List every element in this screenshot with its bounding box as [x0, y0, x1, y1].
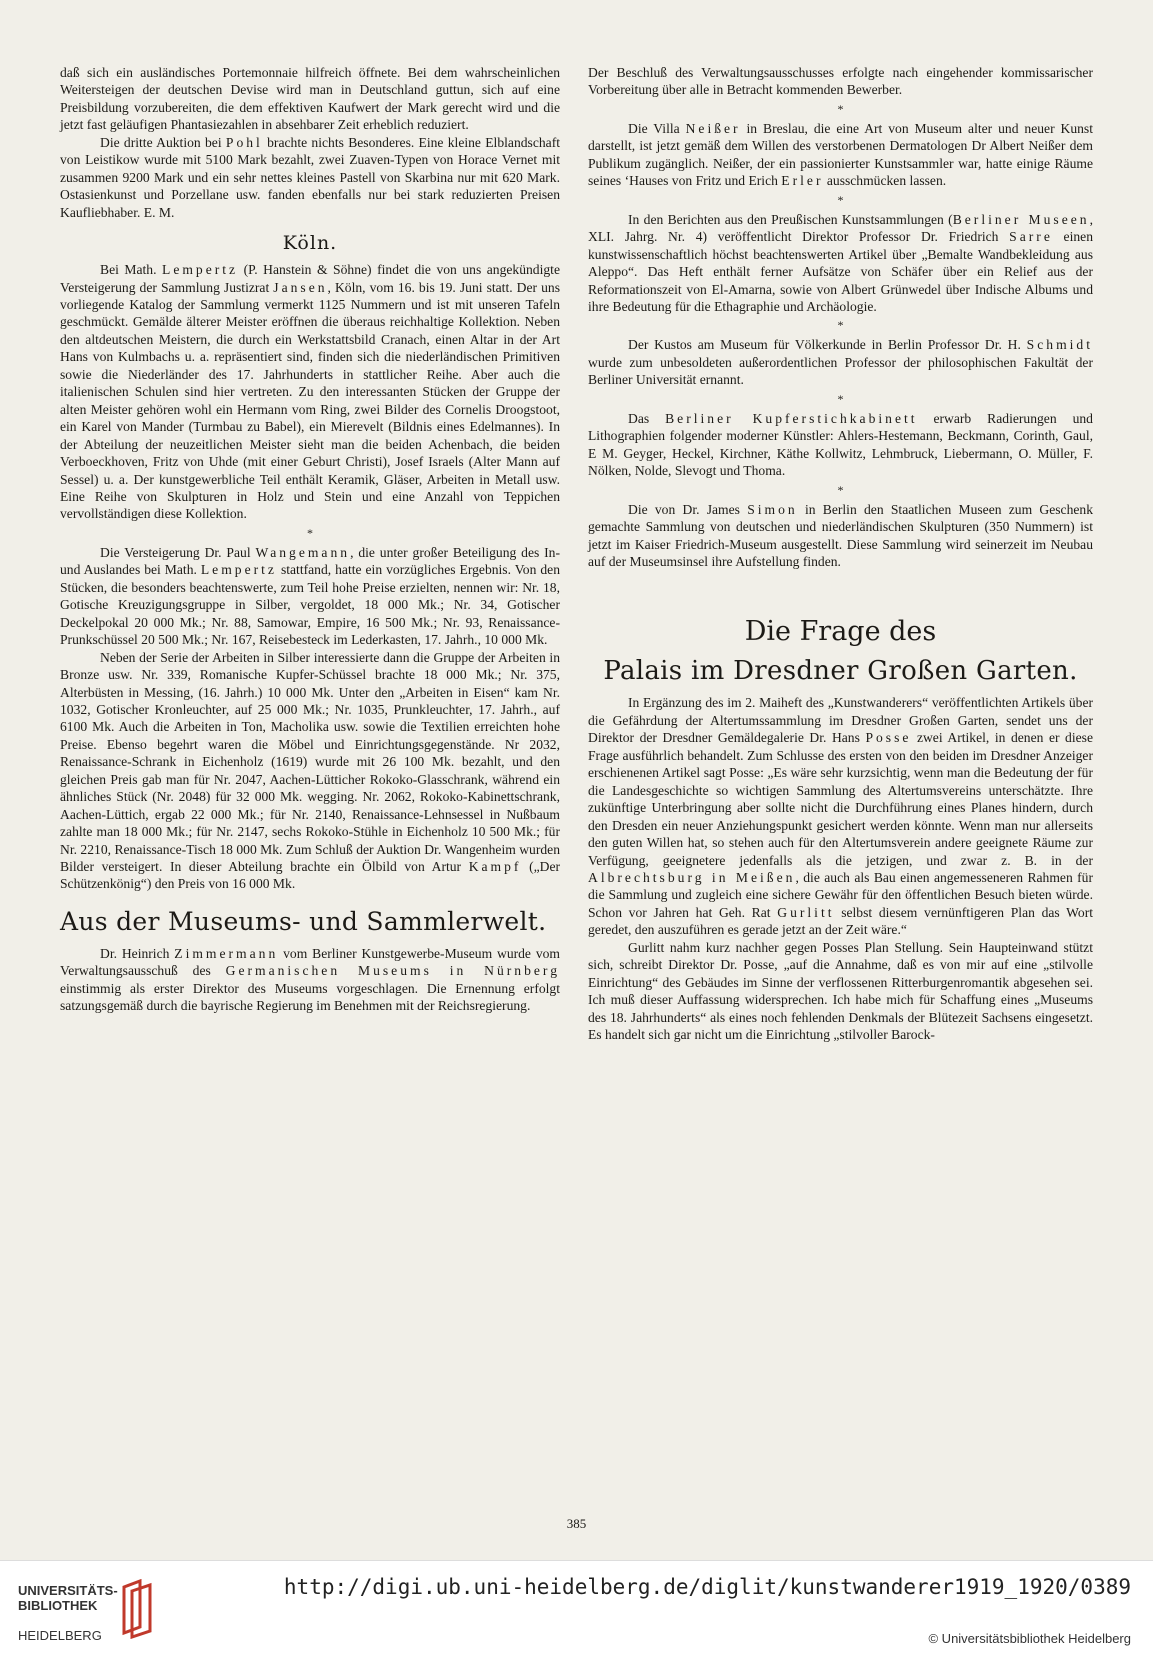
separator-star: * — [837, 318, 844, 333]
separator-star: * — [837, 482, 844, 497]
article-heading-line1: Die Frage des — [744, 616, 937, 648]
footer-bar — [0, 1560, 1153, 1657]
paragraph: Die von Dr. James Simon in Berlin den Staatlichen Museen zum Geschenk gemachte Sammlung von deutschen und niederländischen Skulpturen (350 Nummern) ist jetzt im Kaiser Friedrich-Museum ausgestellt. Diese Sammlung wird seinerzeit im Neubau auf der Museumsinsel ihre Aufstellung finden. — [588, 501, 1094, 569]
paragraph: Der Beschluß des Verwaltungsausschusses erfolgte nach eingehender kommissarischer Vorbereitung über alle in Betracht kommenden Bewerber. — [588, 65, 1093, 98]
logo-text: UNIVERSITÄTS- BIBLIOTHEK — [18, 1583, 118, 1613]
separator-star: * — [837, 192, 844, 207]
page-number: 385 — [566, 1516, 587, 1531]
copyright-notice: © Universitätsbibliothek Heidelberg — [928, 1631, 1131, 1646]
paragraph: In den Berichten aus den Preußischen Kunstsammlungen (Berliner Museen, XLI. Jahrg. Nr. 4) veröffentlicht Direktor Professor Dr. Friedrich Sarre einen kunstwissenschaftlich höchst beachtenswerten Artikel über „Bemalte Wandbekleidung aus Aleppo“. Das Heft enthält ferner Aufsätze von Schäfer über ein Relief aus der Reformationszeit von El-Amarna, sowie von Albert Grünwedel über Indische Albums und ihre Bedeutung für die Ethagraphie und Archäologie. — [588, 211, 1093, 314]
separator-star: * — [837, 101, 844, 116]
paragraph: Das Berliner Kupferstichkabinett erwarb Radierungen und Lithographien folgender moderner Künstler: Ahlers-Hestemann, Beckmann, Corinth, Gaul, E M. Geyger, Heckel, Kirchner, Käthe Kollwitz, Lehmbruck, Liebermann, O. Müller, F. Nölken, Nolde, Slevogt und Thoma. — [588, 410, 1093, 479]
separator-star: * — [837, 391, 844, 406]
paragraph: Neben der Serie der Arbeiten in Silber interessierte dann die Gruppe der Arbeiten in Bronze usw. Nr. 339, Romanische Kupfer-Schüssel brachte 18 000 Mk.; Nr. 375, Alterbüsten in Messing, (16. Jahrh.) 10 000 Mk. Unter den „Arbeiten in Eisen“ kam Nr. 1032, Gotischer Kronleuchter, auf 25 000 Mk.; Nr. 1035, Prunkleuchter, 17. Jahrh., auf 6100 Mk. Auch die Arbeiten in Ton, Macholika usw. sowie die Textilien erreichten hohe Preise. Ebenso begehrt waren die Möbel und Einrichtungsgegenstände. Nr 2032, Renaissance-Schrank in Eichenholz (1619) wurde mit 26 100 Mk. bezahlt, und den gleichen Preis gab man für Nr. 2047, Aachen-Lütticher Rokoko-Glasschrank, während ein ähnliches Stück (Nr. 2048) für 32 000 Mk. wegging. Nr. 2062, Rokoko-Kabinettschrank, Aachen-Lüttich, ergab 22 000 Mk.; für Nr. 2140, Renaissance-Lehnsessel in Nußbaum zahlte man 18 000 Mk.; für Nr. 2147, sechs Rokoko-Stühle in Eichenholz 10 500 Mk.; für Nr. 2210, Renaissance-Tisch 18 000 Mk. Zum Schluß der Auktion Dr. Wangenheim wurden Bilder versteigert. In dieser Abteilung brachte ein Ölbild von Artur Kampf („Der Schützenkönig“) den Preis von 16 000 Mk. — [60, 649, 561, 892]
paragraph: Dr. Heinrich Zimmermann vom Berliner Kunstgewerbe-Museum wurde vom Verwaltungsausschuß des Germanischen Museums in Nürnberg einstimmig als erster Direktor des Museums vorgeschlagen. Die Ernennung erfolgt satzungsgemäß durch die bayrische Regierung im Benehmen mit der Reichsregierung. — [60, 945, 560, 1014]
library-logo-icon — [118, 1579, 158, 1639]
section-heading-museumswelt: Aus der Museums- und Sammlerwelt. — [60, 906, 547, 936]
section-heading-koeln: Köln. — [282, 232, 338, 255]
paragraph: Die Versteigerung Dr. Paul Wangemann, die unter großer Beteiligung des In- und Auslandes bei Math. Lempertz stattfand, hatte ein vorzügliches Ergebnis. Von den Stücken, die besonders beachtenswerte, zum Teil hohe Preise erzielten, nennen wir: Nr. 18, Gotische Kreuzigungsgruppe in Silber, vergoldet, 18 000 Mk.; Nr. 34, Gotischer Deckelpokal 20 000 Mk.; Nr. 88, Samowar, Empire, 16 500 Mk.; Nr. 93, Renaissance-Prunkschüssel 20 500 Mk.; Nr. 167, Reisebesteck im Lederkasten, 17. Jahrh., 10 000 Mk. — [60, 544, 560, 648]
right-column — [588, 64, 1093, 1043]
paragraph: daß sich ein ausländisches Portemonnaie hilfreich öffnete. Bei dem wahrscheinlichen Weitersteigen der deutschen Devise wird man in Deutschland guttun, sich auf eine Preisbildung vorzubereiten, die dem effektiven Kaufwert der Mark gerecht wird und die jetzt fast geläufigen Phantasiezahlen in absehbarer Zeit erheblich reduziert. — [60, 65, 560, 133]
article-heading-line2: Palais im Dresdner Großen Garten. — [603, 656, 1078, 687]
source-url-link[interactable]: http://digi.ub.uni-heidelberg.de/diglit/kunstwanderer1919_1920/0389 — [283, 1575, 1131, 1599]
paragraph: Die dritte Auktion bei Pohl brachte nichts Besonderes. Eine kleine Elblandschaft von Leistikow wurde mit 5100 Mark bezahlt, zwei Zuaven-Typen von Horace Vernet mit zusammen 9200 Mark und ein sehr nettes kleines Pastell von Skarbina nur mit 620 Mark. Ostasienkunst und Porzellane usw. fanden ebenfalls nur bei stark reduzierten Preisen Kaufliebhaber. E. M. — [60, 134, 560, 220]
paragraph: In Ergänzung des im 2. Maiheft des „Kunstwanderers“ veröffentlichten Artikels über die Gefährdung der Altertumssammlung im Dresdner Großen Garten, sendet uns der Direktor der Dresdner Gemäldegalerie Dr. Hans Posse zwei Artikel, in denen er diese Frage ausführlich behandelt. Zum Schlusse des ersten von den beiden im Dresdner Anzeiger erschienenen Artikel sagt Posse: „Es wäre sehr kurzsichtig, wenn man die Bedeutung der für die Landesgeschichte so wichtigen Sammlung des Altertumsvereins unterschätzte. Ihre zukünftige Unterbringung aber sollte nicht die Durchführung eines Planes hindern, durch den Dresden ein neuer Anziehungspunkt gesichert werden könnte. Wenn man nur allerseits den guten Willen hat, so stehen auch für den Altertumsverein andere geeignete Räume zur Verfügung, geeignetere jedenfalls als die jetzigen, und zwar z. B. in der Albrechtsburg in Meißen, die auch als Bau einen angemesseneren Rahmen für die Sammlung und zugleich eine sichere Gewähr für den öffentlichen Besuch bieten würde. Schon vor Jahren hat Geh. Rat Gurlitt selbst diesem vernünftigeren Plan das Wort geredet, den auszuführen es gerade jetzt an der Zeit wäre.“ — [588, 695, 1093, 938]
logo-subtext: HEIDELBERG — [18, 1628, 102, 1643]
paragraph: Gurlitt nahm kurz nachher gegen Posses Plan Stellung. Sein Haupteinwand stützt sich, schreibt Direktor Dr. Posse, „auf die Annahme, daß es von mir auf eine „stilvolle Einrichtung“ des Gebäudes im Sinne der verflossenen Ritterburgenromantik abgesehen sei. Ich muß dieser Auffassung widersprechen. Ich habe mich für Schaffung eines „Museums des 18. Jahrhunderts“ als eines noch fehlenden Denkmals der Blütezeit Sachsens eingesetzt. Es handelt sich gar nicht um die Einrichtung „stilvoller Barock- — [588, 939, 1093, 1043]
paragraph: Der Kustos am Museum für Völkerkunde in Berlin Professor Dr. H. Schmidt wurde zum unbesoldeten außerordentlichen Professor der philosophischen Fakultät der Berliner Universität ernannt. — [588, 337, 1093, 388]
paragraph: Bei Math. Lempertz (P. Hanstein & Söhne) findet die von uns angekündigte Versteigerung der Sammlung Justizrat Jansen, Köln, vom 16. bis 19. Juni statt. Der uns vorliegende Katalog der Sammlung vermerkt 1125 Nummern und ist mit unseren Tafeln geschmückt. Gemälde älterer Meister eröffnen die überaus reichhaltige Kollektion. Neben den altdeutschen Meistern, die durch ein Werkstattsbild Cranach, einen Altar in der Art Hans von Kulmbachs u. a. repräsentiert sind, finden sich die niederländischen Primitiven sowie die Niederländer des 17. Jahrhunderts in stattlicher Reihe. Aber auch die italienischen Schulen sind hier vertreten. Zu den interessanten Stücken der Gruppe der alten Meister gehören wohl ein Hermann vom Ring, zwei Bilder des Cornelis Droogstoot, ein Karel von Mander (Turmbau zu Babel), ein Mierevelt (Bildnis eines Edelmannes). In der Abteilung der neuzeitlichen Meister sieht man die beiden Achenbach, die beiden Verboeckhoven, Fritz von Uhde (mit einer Geburt Christi), Josef Israels (Alter Mann auf Sessel) u. a. Der kunstgewerbliche Teil enthält Keramik, Gläser, Arbeiten in Metall usw. Eine Reihe von Skulpturen in Holz und Stein und eine Anzahl von Teppichen vervollständigen diese Kollektion. — [60, 262, 560, 522]
paragraph: Die Villa Neißer in Breslau, die eine Art von Museum alter und neuer Kunst darstellt, ist jetzt gemäß dem Willen des verstorbenen Dermatologen Dr Albert Neißer dem Publikum zugänglich. Neißer, der ein passionierter Kunstsammler war, hatte einige Räume seines ‘Hauses von Fritz und Erich Erler ausschmücken lassen. — [588, 120, 1094, 189]
left-column — [60, 64, 560, 1015]
separator-star: * — [307, 525, 313, 540]
